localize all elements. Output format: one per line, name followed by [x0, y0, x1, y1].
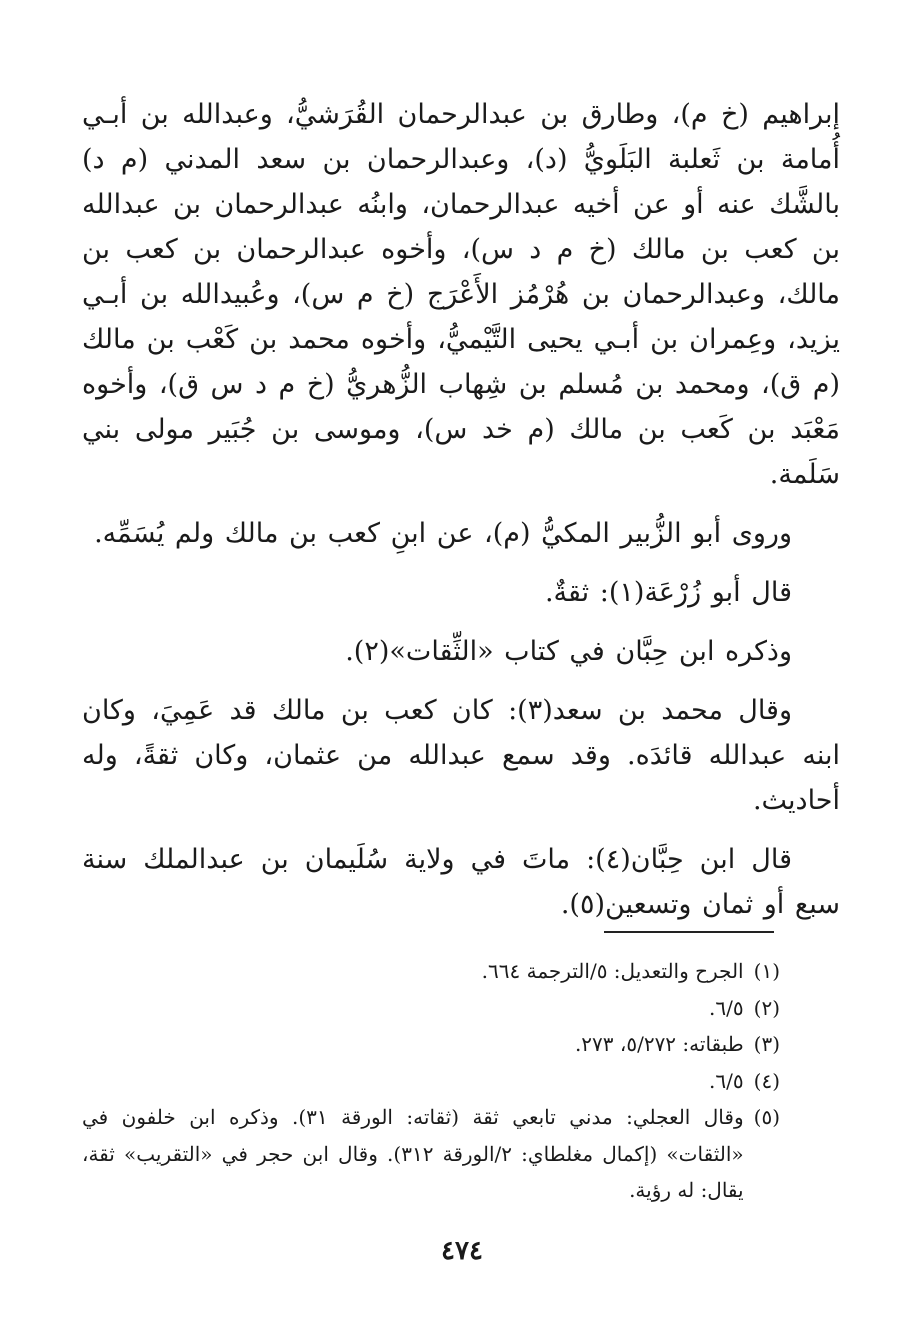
footnote-text: طبقاته: ٥/٢٧٢، ٢٧٣.	[574, 1032, 744, 1056]
footnote-3	[82, 1026, 780, 1063]
footnote-text: وقال العجلي: مدني تابعي ثقة (ثقاته: الورقة ٣١). وذكره ابن خلفون في «الثقات» (إكمال مغلطاي: ٢/الورقة ٣١٢). وقال ابن حجر في «التقريب» ثقة، يقال: له رؤية.	[82, 1105, 744, 1202]
footnote-number: (٢)	[753, 995, 780, 1020]
footnote-1	[82, 953, 780, 990]
footnote-text: ٦/٥.	[709, 995, 744, 1020]
paragraph-abu-zura: قال أبو زُرْعَة(١): ثقةٌ.	[544, 577, 792, 608]
main-text	[82, 92, 840, 927]
paragraph-abu-zubayr: وروى أبو الزُّبير المكيُّ (م)، عن ابنِ كعب بن مالك ولم يُسَمِّه.	[94, 518, 792, 549]
footnote-divider	[604, 931, 774, 933]
footnote-text: الجرح والتعديل: ٥/الترجمة ٦٦٤.	[481, 959, 744, 983]
footnote-number: (١)	[753, 959, 780, 983]
footnote-text: ٦/٥.	[709, 1068, 744, 1093]
footnote-5	[82, 1099, 780, 1209]
footnote-number: (٣)	[753, 1032, 780, 1056]
footnotes	[82, 953, 780, 1209]
paragraph-ibn-hibban-thiqat: وذكره ابن حِبَّان في كتاب «الثِّقات»(٢).	[345, 636, 792, 667]
paragraph-death: قال ابن حِبَّان(٤): ماتَ في ولاية سُلَيمان بن عبدالملك سنة سبع أو ثمان وتسعين(٥).	[82, 844, 840, 920]
paragraph-ibn-sad: وقال محمد بن سعد(٣): كان كعب بن مالك قد عَمِيَ، وكان ابنه عبدالله قائدَه. وقد سمع عبدالله من عثمان، وكان ثقةً، وله أحاديث.	[82, 695, 840, 816]
footnote-number: (٥)	[753, 1105, 780, 1129]
page-number: ٤٧٤	[441, 1236, 483, 1266]
footnote-2	[82, 990, 780, 1027]
footnote-number: (٤)	[753, 1068, 780, 1093]
footnote-4	[82, 1063, 780, 1100]
paragraph-narrators: إبراهيم (خ م)، وطارق بن عبدالرحمان القُرَشيُّ، وعبدالله بن أبـي أُمامة بن ثَعلبة البَلَويُّ (د)، وعبدالرحمان بن سعد المدني (م د) بالشَّك عنه أو عن أخيه عبدالرحمان، وابنُه عبدالرحمان بن عبدالله بن كعب بن مالك (خ م د س)، وأخوه عبدالرحمان بن كعب بن مالك، وعبدالرحمان بن هُرْمُز الأَعْرَج (خ م س)، وعُبيدالله بن أبـي يزيد، وعِمران بن أبـي يحيى التَّيْميُّ، وأخوه محمد بن كَعْب بن مالك (م ق)، ومحمد بن مُسلم بن شِهاب الزُّهريُّ (خ م د س ق)، وأخوه مَعْبَد بن كَعب بن مالك (م خد س)، وموسى بن جُبَير مولى بني سَلَمة.	[82, 99, 841, 490]
